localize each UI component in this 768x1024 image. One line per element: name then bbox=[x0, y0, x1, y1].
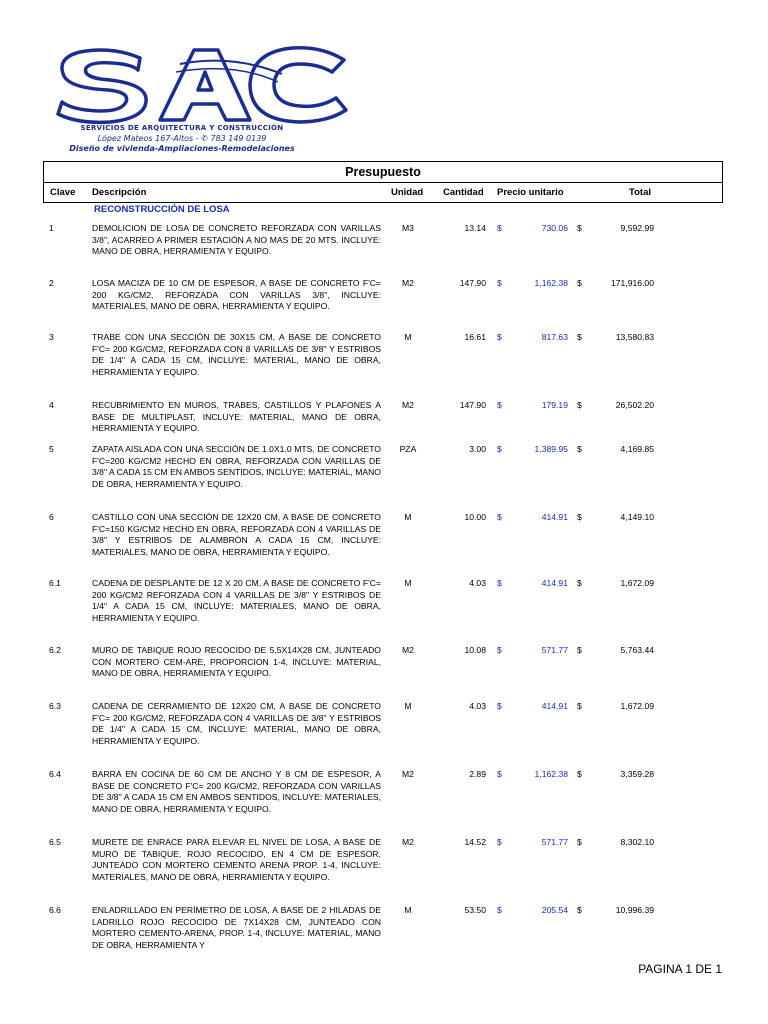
currency-sign: $ bbox=[577, 512, 582, 522]
currency-sign: $ bbox=[577, 332, 582, 342]
item-unit: M2 bbox=[402, 400, 414, 410]
item-total: 4,149.10 bbox=[620, 512, 654, 522]
currency-sign: $ bbox=[497, 837, 502, 847]
item-unit: M bbox=[404, 578, 412, 588]
item-quantity: 147.90 bbox=[459, 278, 486, 288]
item-total: 1,672.09 bbox=[620, 578, 654, 588]
currency-sign: $ bbox=[497, 701, 502, 711]
item-description: ZAPATA AISLADA CON UNA SECCIÓN DE 1.0X1.0 MTS, DE CONCRETO F'C=200 KG/CM2 HECHO EN OBRA, REFORZADA CON VARILLAS DE 3/8" A CADA 15 CM EN AMBOS SENTIDOS, INCLUYE: MATERIAL, MANO DE OBRA, HERRAMIENTA Y EQUIPO. bbox=[92, 444, 381, 489]
currency-sign: $ bbox=[497, 278, 502, 288]
item-total: 13,580.83 bbox=[615, 332, 654, 342]
item-description: CADENA DE CERRAMIENTO DE 12X20 CM, A BASE DE CONCRETO F'C= 200 KG/CM2, REFORZADA CON 4 VARILLAS DE 3/8" Y ESTRIBOS DE 1/4" A CADA 15 CM, INCLUYE: MATERIAL, MANO DE OBRA, HERRAMIENTA Y EQUIPO. bbox=[92, 701, 381, 746]
page-title: Presupuesto bbox=[44, 162, 722, 183]
col-header-precio-unitario: Precio unitario bbox=[497, 187, 564, 198]
item-quantity: 147.90 bbox=[459, 400, 486, 410]
item-description: BARRA EN COCINA DE 60 CM DE ANCHO Y 8 CM DE ESPESOR, A BASE DE CONCRETO F'C= 200 KG/CM2, REFORZADA CON VARILLAS DE 3/8" A CADA 15 CM EN AMBOS SENTIDOS, INCLUYE: MATERIALES, MANO DE OBRA, HERRAMIENTA Y EQUIPO. bbox=[92, 769, 381, 814]
item-quantity: 4.03 bbox=[469, 578, 486, 588]
item-unit-price: 571.77 bbox=[541, 837, 568, 847]
item-quantity: 3.00 bbox=[469, 444, 486, 454]
item-unit: M2 bbox=[402, 645, 414, 655]
item-unit: M2 bbox=[402, 837, 414, 847]
item-clave: 6.2 bbox=[49, 645, 61, 655]
currency-sign: $ bbox=[577, 645, 582, 655]
item-total: 4,169.85 bbox=[620, 444, 654, 454]
currency-sign: $ bbox=[577, 905, 582, 915]
item-clave: 6.1 bbox=[49, 578, 61, 588]
sac-logo-graphic bbox=[52, 44, 352, 126]
page-number: PAGINA 1 DE 1 bbox=[638, 962, 722, 976]
item-quantity: 2.89 bbox=[469, 769, 486, 779]
item-clave: 6.3 bbox=[49, 701, 61, 711]
item-total: 9,592.99 bbox=[620, 223, 654, 233]
currency-sign: $ bbox=[577, 701, 582, 711]
col-header-unidad: Unidad bbox=[391, 187, 424, 198]
item-quantity: 13.14 bbox=[464, 223, 486, 233]
logo-services: Diseño de vivienda-Ampliaciones-Remodelaciones bbox=[69, 144, 295, 153]
item-clave: 6 bbox=[49, 512, 54, 522]
currency-sign: $ bbox=[497, 769, 502, 779]
item-quantity: 4.03 bbox=[469, 701, 486, 711]
item-total: 5,763.44 bbox=[620, 645, 654, 655]
item-unit: M bbox=[404, 905, 412, 915]
section-title: RECONSTRUCCIÓN DE LOSA bbox=[94, 204, 230, 215]
currency-sign: $ bbox=[577, 578, 582, 588]
item-total: 26,502.20 bbox=[615, 400, 654, 410]
currency-sign: $ bbox=[497, 512, 502, 522]
item-description: CASTILLO CON UNA SECCIÓN DE 12X20 CM, A BASE DE CONCRETO F'C=150 KG/CM2 HECHO EN OBRA, REFORZADA CON 4 VARILLAS DE 3/8" Y ESTRIBOS DE ALAMBRÓN A CADA 15 CM, INCLUYE: MATERIALES, MANO DE OBRA, HERRAMIENTA Y EQUIPO. bbox=[92, 512, 381, 557]
item-unit-price: 414.91 bbox=[541, 512, 568, 522]
item-description: DEMOLICION DE LOSA DE CONCRETO REFORZADA CON VARILLAS 3/8", ACARREO A PRIMER ESTACIÓN A NO MAS DE 20 MTS. INCLUYE: MANO DE OBRA, HERRAMIENTA Y EQUIPO. bbox=[92, 223, 381, 257]
currency-sign: $ bbox=[577, 223, 582, 233]
item-description: RECUBRIMIENTO EN MUROS, TRABES, CASTILLOS Y PLAFONES A BASE DE MULTIPLAST, INCLUYE: MATERIAL, MANO DE OBRA, HERRAMIENTA Y EQUIPO. bbox=[92, 400, 381, 434]
item-description: LOSA MACIZA DE 10 CM DE ESPESOR, A BASE DE CONCRETO F'C= 200 KG/CM2, REFORZADA CON VARILLAS 3/8", INCLUYE: MATERIALES, MANO DE OBRA, HERRAMIENTA Y EQUIPO. bbox=[92, 278, 381, 312]
item-unit: M2 bbox=[402, 769, 414, 779]
item-unit-price: 571.77 bbox=[541, 645, 568, 655]
col-header-descripcion: Descripción bbox=[92, 187, 147, 198]
item-clave: 4 bbox=[49, 400, 54, 410]
item-total: 1,672.09 bbox=[620, 701, 654, 711]
item-quantity: 16.61 bbox=[464, 332, 486, 342]
item-unit-price: 414.91 bbox=[541, 701, 568, 711]
column-headers bbox=[44, 183, 722, 203]
currency-sign: $ bbox=[497, 578, 502, 588]
currency-sign: $ bbox=[497, 400, 502, 410]
item-unit-price: 817.63 bbox=[541, 332, 568, 342]
currency-sign: $ bbox=[577, 278, 582, 288]
currency-sign: $ bbox=[577, 769, 582, 779]
col-header-clave: Clave bbox=[50, 187, 76, 198]
item-quantity: 10.08 bbox=[464, 645, 486, 655]
item-clave: 6.4 bbox=[49, 769, 61, 779]
item-quantity: 53.50 bbox=[464, 905, 486, 915]
currency-sign: $ bbox=[497, 332, 502, 342]
currency-sign: $ bbox=[497, 645, 502, 655]
col-header-cantidad: Cantidad bbox=[443, 187, 484, 198]
item-clave: 5 bbox=[49, 444, 54, 454]
currency-sign: $ bbox=[497, 444, 502, 454]
item-description: TRABE CON UNA SECCIÓN DE 30X15 CM, A BASE DE CONCRETO F'C= 200 KG/CM2, REFORZADA CON 8 VARILLAS DE 3/8" Y ESTRIBOS DE 1/4" A CADA 15 CM, INCLUYE: MATERIAL, MANO DE OBRA, HERRAMIENTA Y EQUIPO. bbox=[92, 332, 381, 377]
currency-sign: $ bbox=[497, 223, 502, 233]
item-total: 8,302.10 bbox=[620, 837, 654, 847]
currency-sign: $ bbox=[577, 400, 582, 410]
item-unit: M bbox=[404, 512, 412, 522]
item-clave: 1 bbox=[49, 223, 54, 233]
company-logo bbox=[52, 44, 352, 156]
item-description: CADENA DE DESPLANTE DE 12 X 20 CM, A BASE DE CONCRETO F'C= 200 KG/CM2 REFORZADA CON 4 VARILLAS DE 3/8" Y ESTRIBOS DE 1/4" A CADA 15 CM, INCLUYE: MATERIALES, MANO DE OBRA, HERRAMIENTA Y EQUIPO. bbox=[92, 578, 381, 623]
currency-sign: $ bbox=[577, 444, 582, 454]
item-total: 171,916.00 bbox=[610, 278, 654, 288]
logo-tagline: SERVICIOS DE ARQUITECTURA Y CONSTRUCCIÓN bbox=[80, 124, 284, 132]
item-unit-price: 730.06 bbox=[541, 223, 568, 233]
item-clave: 6.5 bbox=[49, 837, 61, 847]
budget-table-header bbox=[43, 161, 723, 203]
col-header-total: Total bbox=[629, 187, 651, 198]
logo-address-phone: López Mateos 167-Altos - ✆ 783 149 0139 bbox=[97, 134, 267, 143]
item-clave: 2 bbox=[49, 278, 54, 288]
item-quantity: 10.00 bbox=[464, 512, 486, 522]
item-clave: 6.6 bbox=[49, 905, 61, 915]
item-unit-price: 1,162.38 bbox=[534, 278, 568, 288]
item-unit: PZA bbox=[399, 444, 417, 454]
item-total: 3,359.28 bbox=[620, 769, 654, 779]
item-description: MURETE DE ENRACE PARA ELEVAR EL NIVEL DE LOSA, A BASE DE MURO DE TABIQUE, ROJO RECOCIDO, EN 4 CM DE ESPESOR, JUNTEADO CON MORTERO CEMENTO ARENA PROP. 1-4, INCLUYE: MATERIALES, MANO DE OBRA, HERRAMIENTA Y EQUIPO. bbox=[92, 837, 381, 882]
item-unit-price: 1,162.38 bbox=[534, 769, 568, 779]
item-clave: 3 bbox=[49, 332, 54, 342]
item-unit-price: 179.19 bbox=[541, 400, 568, 410]
item-unit: M2 bbox=[402, 278, 414, 288]
item-description: ENLADRILLADO EN PERÍMETRO DE LOSA, A BASE DE 2 HILADAS DE LADRILLO ROJO RECOCIDO DE 7X14X28 CM, JUNTEADO CON MORTERO CEMENTO-ARENA, PROP. 1-4, INCLUYE: MATERIAL, MANO DE OBRA, HERRAMIENTA Y bbox=[92, 905, 381, 950]
item-unit: M bbox=[404, 332, 412, 342]
currency-sign: $ bbox=[497, 905, 502, 915]
item-total: 10,996.39 bbox=[615, 905, 654, 915]
item-unit: M3 bbox=[402, 223, 414, 233]
item-quantity: 14.52 bbox=[464, 837, 486, 847]
item-unit-price: 414.91 bbox=[541, 578, 568, 588]
currency-sign: $ bbox=[577, 837, 582, 847]
item-description: MURO DE TABIQUE ROJO RECOCIDO DE 5.5X14X28 CM, JUNTEADO CON MORTERO CEM-ARE, PROPORCION 1-4, INCLUYE: MATERIAL, MANO DE OBRA, HERRAMIENTA Y EQUIPO. bbox=[92, 645, 381, 679]
item-unit: M bbox=[404, 701, 412, 711]
item-unit-price: 205.54 bbox=[541, 905, 568, 915]
item-unit-price: 1,389.95 bbox=[534, 444, 568, 454]
